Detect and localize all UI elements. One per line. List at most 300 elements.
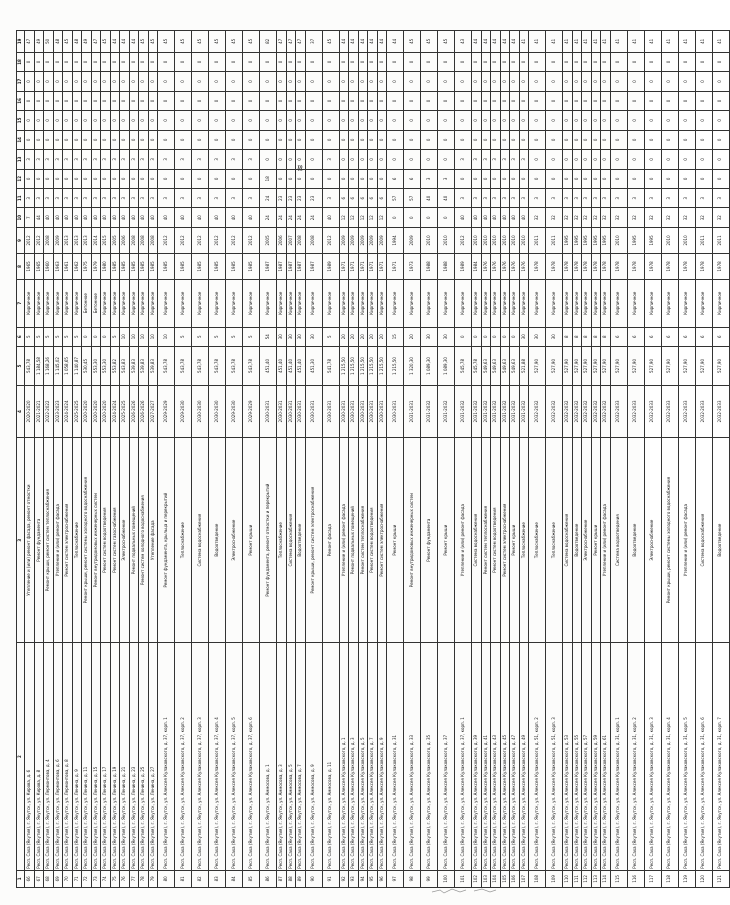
value-cell: 0 xyxy=(260,72,277,91)
year-cell: 2010 xyxy=(678,227,695,253)
value-cell: 0 xyxy=(678,52,695,71)
value-cell: 40 xyxy=(72,208,82,227)
work-type-cell: Электроснабжение xyxy=(644,437,661,643)
material-cell: Кирпичное xyxy=(358,279,368,327)
cost-cell: 1 145,02 xyxy=(53,346,63,385)
value-cell: 40 xyxy=(129,208,139,227)
value-cell: 0 xyxy=(192,169,209,188)
value-cell: 3 xyxy=(158,150,175,169)
value-cell: 3 xyxy=(72,189,82,208)
value-cell: 0 xyxy=(491,111,501,130)
year-cell: 1985 xyxy=(209,253,226,279)
value-cell: 0 xyxy=(349,130,359,149)
value-cell: 3 xyxy=(175,189,192,208)
value-cell: 3 xyxy=(44,150,54,169)
table-row xyxy=(339,31,349,888)
row-number: 78 xyxy=(139,870,149,887)
period-cell: 2030-2030 xyxy=(209,385,226,437)
material-cell: Кирпичное xyxy=(192,279,209,327)
value-cell: 3 xyxy=(63,189,73,208)
period-cell: 2021-2021 xyxy=(34,385,44,437)
value-cell: 0 xyxy=(387,72,404,91)
value-cell: 0 xyxy=(644,130,661,149)
value-cell: 0 xyxy=(421,150,438,169)
value-cell: 12 xyxy=(368,208,378,227)
value-cell: 0 xyxy=(349,169,359,188)
period-cell: 2031-2032 xyxy=(438,385,455,437)
year-cell: 1971 xyxy=(368,253,378,279)
value-cell: 0 xyxy=(387,91,404,110)
row-number: 79 xyxy=(148,870,158,887)
work-type-cell: Ремонт внутридомовых инженерных систем xyxy=(404,437,421,643)
work-type-cell: Ремонт систем холодного водоснабжения xyxy=(139,437,149,643)
value-cell: 41 xyxy=(644,31,661,53)
table-row xyxy=(158,31,175,888)
year-cell: 1987 xyxy=(260,253,277,279)
work-type-cell: Теплоснабжение xyxy=(529,437,546,643)
table-row xyxy=(601,31,611,888)
material-cell: Кирпичное xyxy=(661,279,678,327)
period-cell: 2031-2031 xyxy=(404,385,421,437)
value-cell: 40 xyxy=(472,208,482,227)
work-type-cell: Система водоснабжения xyxy=(472,437,482,643)
value-cell: 0 xyxy=(53,72,63,91)
address-cell: Респ. Саха (Якутия), г. Якутск, ул. Алексея Кулаковского, д. 5 xyxy=(358,643,368,870)
table-row xyxy=(591,31,601,888)
value-cell: 3 xyxy=(110,150,120,169)
value-cell: 0 xyxy=(644,169,661,188)
value-cell: 40 xyxy=(63,208,73,227)
column-header: 18 xyxy=(17,52,25,71)
value-cell: 3 xyxy=(421,169,438,188)
value-cell: 30 xyxy=(529,327,546,346)
cost-cell: 549,63 xyxy=(481,346,491,385)
material-cell: Кирпичное xyxy=(339,279,349,327)
row-number: 96 xyxy=(377,870,387,887)
value-cell: 0 xyxy=(101,111,111,130)
value-cell: 41 xyxy=(627,31,644,53)
row-number: 85 xyxy=(243,870,260,887)
row-number: 77 xyxy=(129,870,139,887)
value-cell: 0 xyxy=(148,72,158,91)
cost-cell: 527,90 xyxy=(591,346,601,385)
value-cell: 6 xyxy=(610,327,627,346)
cost-cell: 527,90 xyxy=(563,346,573,385)
row-number: 99 xyxy=(421,870,438,887)
value-cell: 0 xyxy=(438,52,455,71)
value-cell: 0 xyxy=(529,169,546,188)
year-cell: 1978 xyxy=(678,253,695,279)
year-cell: 2012 xyxy=(243,227,260,253)
material-cell: Кирпичное xyxy=(226,279,243,327)
year-cell: 1989 xyxy=(322,253,339,279)
value-cell: 0 xyxy=(260,150,277,169)
row-number: 92 xyxy=(339,870,349,887)
value-cell: 23 xyxy=(286,189,296,208)
value-cell: 0 xyxy=(438,150,455,169)
row-number: 68 xyxy=(44,870,54,887)
value-cell: 12 xyxy=(377,208,387,227)
value-cell: 0 xyxy=(529,130,546,149)
value-cell: 3 xyxy=(25,150,35,169)
value-cell: 24 xyxy=(286,208,296,227)
material-cell: Кирпичное xyxy=(387,279,404,327)
year-cell: 1995 xyxy=(601,227,611,253)
table-row xyxy=(139,31,149,888)
value-cell: 0 xyxy=(661,130,678,149)
value-cell: 0 xyxy=(101,169,111,188)
value-cell: 3 xyxy=(510,150,520,169)
value-cell: 5 xyxy=(209,327,226,346)
value-cell: 0 xyxy=(510,72,520,91)
year-cell: 1985 xyxy=(110,253,120,279)
value-cell: 0 xyxy=(712,111,729,130)
value-cell: 0 xyxy=(148,111,158,130)
value-cell: 3 xyxy=(519,189,529,208)
row-number: 82 xyxy=(192,870,209,887)
period-cell: 2032-2033 xyxy=(678,385,695,437)
year-cell: 1971 xyxy=(339,253,349,279)
value-cell: 0 xyxy=(277,91,287,110)
year-cell: 2012 xyxy=(192,227,209,253)
work-type-cell: Ремонт фундамента xyxy=(34,437,44,643)
row-number: 120 xyxy=(695,870,712,887)
table-row xyxy=(519,31,529,888)
year-cell: 2006 xyxy=(277,227,287,253)
value-cell: 45 xyxy=(322,31,339,53)
year-cell: 1978 xyxy=(661,253,678,279)
value-cell: 0 xyxy=(500,169,510,188)
row-number: 112 xyxy=(582,870,592,887)
value-cell: 0 xyxy=(695,111,712,130)
value-cell: 6 xyxy=(387,169,404,188)
material-cell: Кирпичное xyxy=(139,279,149,327)
period-cell: 2031-2032 xyxy=(500,385,510,437)
work-type-cell: Ремонт подвальных помещений xyxy=(129,437,139,643)
value-cell: 0 xyxy=(120,91,130,110)
work-type-cell: Ремонт систем теплоснабжения xyxy=(481,437,491,643)
address-cell: Респ. Саха (Якутия), г. Якутск, ул. Алексея Кулаковского, д. 37, корп. 3 xyxy=(192,643,209,870)
value-cell: 32 xyxy=(695,208,712,227)
material-cell: Кирпичное xyxy=(500,279,510,327)
material-cell: Кирпичное xyxy=(209,279,226,327)
value-cell: 0 xyxy=(322,111,339,130)
year-cell: 2013 xyxy=(82,227,92,253)
column-header: 10 xyxy=(17,208,25,227)
row-number: 98 xyxy=(404,870,421,887)
value-cell: 0 xyxy=(148,91,158,110)
value-cell: 0 xyxy=(25,91,35,110)
value-cell: 0 xyxy=(120,52,130,71)
value-cell: 0 xyxy=(627,150,644,169)
value-cell: 3 xyxy=(322,150,339,169)
value-cell: 30 xyxy=(421,327,438,346)
cost-cell: 1 058,65 xyxy=(63,346,73,385)
value-cell: 0 xyxy=(139,91,149,110)
value-cell: 40 xyxy=(455,208,472,227)
year-cell: 1971 xyxy=(358,253,368,279)
cost-cell: 527,90 xyxy=(644,346,661,385)
cost-cell: 539,83 xyxy=(129,346,139,385)
cost-cell: 545,78 xyxy=(455,346,472,385)
value-cell: 0 xyxy=(421,130,438,149)
period-cell: 2029-2030 xyxy=(175,385,192,437)
table-row xyxy=(644,31,661,888)
value-cell: 0 xyxy=(296,52,306,71)
work-type-cell: Теплоснабжение xyxy=(546,437,563,643)
year-cell: 1985 xyxy=(139,253,149,279)
value-cell: 0 xyxy=(695,72,712,91)
address-cell: Респ. Саха (Якутия), г. Якутск, ул. Алексея Кулаковского, д. 37, корп. 1 xyxy=(455,643,472,870)
row-number: 81 xyxy=(175,870,192,887)
table-row xyxy=(627,31,644,888)
period-cell: 2027-2027 xyxy=(148,385,158,437)
value-cell: 0 xyxy=(286,169,296,188)
year-cell: 2006 xyxy=(120,227,130,253)
table-row xyxy=(209,31,226,888)
cost-cell: 527,90 xyxy=(582,346,592,385)
material-cell: Кирпичное xyxy=(591,279,601,327)
value-cell: 0 xyxy=(572,52,582,71)
table-row xyxy=(472,31,482,888)
value-cell: 24 xyxy=(277,208,287,227)
year-cell: 2011 xyxy=(546,227,563,253)
value-cell: 0 xyxy=(472,52,482,71)
value-cell: 3 xyxy=(563,189,573,208)
value-cell: 20 xyxy=(368,327,378,346)
value-cell: 0 xyxy=(349,91,359,110)
period-cell: 2031-2032 xyxy=(519,385,529,437)
year-cell: 2008 xyxy=(44,227,54,253)
address-cell: Респ. Саха (Якутия), г. Якутск, ул. Ленина, д. 11 xyxy=(82,643,92,870)
address-cell: Респ. Саха (Якутия), г. Якутск, ул. Алексея Кулаковского, д. 31, корп. 4 xyxy=(661,643,678,870)
row-number: 75 xyxy=(110,870,120,887)
value-cell: 0 xyxy=(472,130,482,149)
value-cell: 41 xyxy=(695,31,712,53)
work-type-cell: Теплоснабжение xyxy=(519,437,529,643)
value-cell: 0 xyxy=(481,52,491,71)
value-cell: 0 xyxy=(243,91,260,110)
address-cell: Респ. Саха (Якутия), г. Якутск, ул. Ленина, д. 25 xyxy=(139,643,149,870)
value-cell: 47 xyxy=(91,31,101,53)
value-cell: 0 xyxy=(438,130,455,149)
year-cell: 1995 xyxy=(591,227,601,253)
value-cell: 37 xyxy=(305,31,322,53)
year-cell: 1965 xyxy=(25,253,35,279)
value-cell: 41 xyxy=(546,31,563,53)
value-cell: 3 xyxy=(192,189,209,208)
column-header: 15 xyxy=(17,111,25,130)
value-cell: 3 xyxy=(661,189,678,208)
table-row xyxy=(404,31,421,888)
value-cell: 0 xyxy=(644,150,661,169)
value-cell: 0 xyxy=(110,52,120,71)
value-cell: 0 xyxy=(44,111,54,130)
year-cell: 2010 xyxy=(661,227,678,253)
value-cell: 40 xyxy=(44,208,54,227)
value-cell: 23 xyxy=(296,189,306,208)
row-number: 90 xyxy=(305,870,322,887)
material-cell: Кирпичное xyxy=(438,279,455,327)
value-cell: 3 xyxy=(82,150,92,169)
value-cell: 0 xyxy=(34,130,44,149)
table-header-row xyxy=(17,31,25,888)
value-cell: 0 xyxy=(678,72,695,91)
row-number: 109 xyxy=(546,870,563,887)
value-cell: 0 xyxy=(481,72,491,91)
year-cell: 2012 xyxy=(209,227,226,253)
material-cell: Кирпичное xyxy=(472,279,482,327)
period-cell: 2030-2030 xyxy=(192,385,209,437)
work-type-cell: Электроснабжение xyxy=(226,437,243,643)
value-cell: 10 xyxy=(120,327,130,346)
address-cell: Респ. Саха (Якутия), г. Якутск, ул. Ленина, д. 19 xyxy=(110,643,120,870)
value-cell: 0 xyxy=(582,150,592,169)
value-cell: 20 xyxy=(377,327,387,346)
value-cell: 0 xyxy=(322,169,339,188)
value-cell: 3 xyxy=(25,189,35,208)
value-cell: 0 xyxy=(305,150,322,169)
value-cell: 0 xyxy=(546,52,563,71)
period-cell: 2029-2029 xyxy=(243,385,260,437)
work-type-cell: Утепление и (или) ремонт фасада xyxy=(339,437,349,643)
year-cell: 1978 xyxy=(712,253,729,279)
value-cell: 45 xyxy=(148,31,158,53)
value-cell: 0 xyxy=(563,130,573,149)
value-cell: 0 xyxy=(491,130,501,149)
year-cell: 1978 xyxy=(546,253,563,279)
period-cell: 2030-2031 xyxy=(322,385,339,437)
value-cell: 41 xyxy=(610,31,627,53)
value-cell: 0 xyxy=(120,111,130,130)
address-cell: Респ. Саха (Якутия), г. Якутск, ул. Алексея Кулаковского, д. 45 xyxy=(500,643,510,870)
year-cell: 2008 xyxy=(148,227,158,253)
address-cell: Респ. Саха (Якутия), г. Якутск, ул. Алексея Кулаковского, д. 37, корп. 4 xyxy=(209,643,226,870)
value-cell: 0 xyxy=(712,72,729,91)
value-cell: 3 xyxy=(175,150,192,169)
value-cell: 20 xyxy=(349,327,359,346)
column-header: 12 xyxy=(17,169,25,188)
value-cell: 44 xyxy=(349,31,359,53)
value-cell: 0 xyxy=(519,111,529,130)
value-cell: 0 xyxy=(44,52,54,71)
year-cell: 2009 xyxy=(377,227,387,253)
period-cell: 2030-2031 xyxy=(377,385,387,437)
value-cell: 41 xyxy=(678,31,695,53)
value-cell: 0 xyxy=(491,327,501,346)
value-cell: 47 xyxy=(25,31,35,53)
value-cell: 0 xyxy=(610,111,627,130)
work-type-cell: Ремонт подвальных помещений xyxy=(349,437,359,643)
period-cell: 2030-2031 xyxy=(296,385,306,437)
value-cell: 30 xyxy=(296,327,306,346)
value-cell: 5 xyxy=(322,327,339,346)
value-cell: 0 xyxy=(286,72,296,91)
table-row xyxy=(661,31,678,888)
value-cell: 0 xyxy=(175,169,192,188)
period-cell: 2025-2025 xyxy=(72,385,82,437)
address-cell: Респ. Саха (Якутия), г. Якутск, ул. Алексея Кулаковского, д. 31, корп. 5 xyxy=(678,643,695,870)
value-cell: 0 xyxy=(358,169,368,188)
value-cell: 0 xyxy=(192,52,209,71)
row-number: 67 xyxy=(34,870,44,887)
row-number: 89 xyxy=(296,870,306,887)
value-cell: 0 xyxy=(572,72,582,91)
cost-cell: 543,78 xyxy=(209,346,226,385)
value-cell: 0 xyxy=(44,72,54,91)
value-cell: 0 xyxy=(387,111,404,130)
value-cell: 0 xyxy=(519,72,529,91)
address-cell: Респ. Саха (Якутия), г. Якутск, ул. Аммосова, д. 11 xyxy=(322,643,339,870)
material-cell: Кирпичное xyxy=(610,279,627,327)
address-cell: Респ. Саха (Якутия), г. Якутск, ул. Лермонтова, д. 4 xyxy=(44,643,54,870)
year-cell: 1980 xyxy=(101,253,111,279)
year-cell: 2010 xyxy=(481,227,491,253)
value-cell: 0 xyxy=(139,72,149,91)
table-row xyxy=(44,31,54,888)
value-cell: 32 xyxy=(582,208,592,227)
row-number: 88 xyxy=(286,870,296,887)
material-cell: Кирпичное xyxy=(563,279,573,327)
value-cell: 40 xyxy=(438,189,455,208)
value-cell: 0 xyxy=(546,111,563,130)
value-cell: 30 xyxy=(546,327,563,346)
material-cell: Кирпичное xyxy=(322,279,339,327)
value-cell: 0 xyxy=(72,52,82,71)
table-row xyxy=(572,31,582,888)
value-cell: 30 xyxy=(519,327,529,346)
value-cell: 0 xyxy=(63,111,73,130)
value-cell: 0 xyxy=(305,72,322,91)
value-cell: 0 xyxy=(139,52,149,71)
work-type-cell: Утепление и (или) ремонт фасада xyxy=(678,437,695,643)
value-cell: 3 xyxy=(455,150,472,169)
value-cell: 49 xyxy=(34,31,44,53)
material-cell: Кирпичное xyxy=(129,279,139,327)
value-cell: 0 xyxy=(286,150,296,169)
period-cell: 2032-2032 xyxy=(601,385,611,437)
cost-cell: 527,90 xyxy=(546,346,563,385)
value-cell: 0 xyxy=(404,208,421,227)
work-type-cell: Водоотведение xyxy=(572,437,582,643)
value-cell: 0 xyxy=(472,169,482,188)
value-cell: 32 xyxy=(661,208,678,227)
cost-cell: 541,78 xyxy=(322,346,339,385)
year-cell: 1995 xyxy=(582,227,592,253)
row-number: 97 xyxy=(387,870,404,887)
address-cell: Респ. Саха (Якутия), г. Якутск, ул. Алексея Кулаковского, д. 55 xyxy=(572,643,582,870)
value-cell: 10 xyxy=(158,327,175,346)
table-row xyxy=(243,31,260,888)
value-cell: 44 xyxy=(358,31,368,53)
value-cell: 0 xyxy=(438,72,455,91)
year-cell: 2010 xyxy=(491,227,501,253)
row-number: 105 xyxy=(500,870,510,887)
value-cell: 44 xyxy=(500,31,510,53)
value-cell: 0 xyxy=(260,111,277,130)
value-cell: 0 xyxy=(377,91,387,110)
material-cell: Кирпичное xyxy=(243,279,260,327)
value-cell: 0 xyxy=(627,91,644,110)
value-cell: 0 xyxy=(695,150,712,169)
column-header: 19 xyxy=(17,31,25,53)
work-type-cell: Система водоснабжения xyxy=(563,437,573,643)
period-cell: 2030-2031 xyxy=(286,385,296,437)
work-type-cell: Система водоснабжения xyxy=(286,437,296,643)
material-cell: Кирпичное xyxy=(481,279,491,327)
address-cell: Респ. Саха (Якутия), г. Якутск, ул. Алексея Кулаковского, д. 31, корп. 3 xyxy=(644,643,661,870)
value-cell: 0 xyxy=(661,150,678,169)
